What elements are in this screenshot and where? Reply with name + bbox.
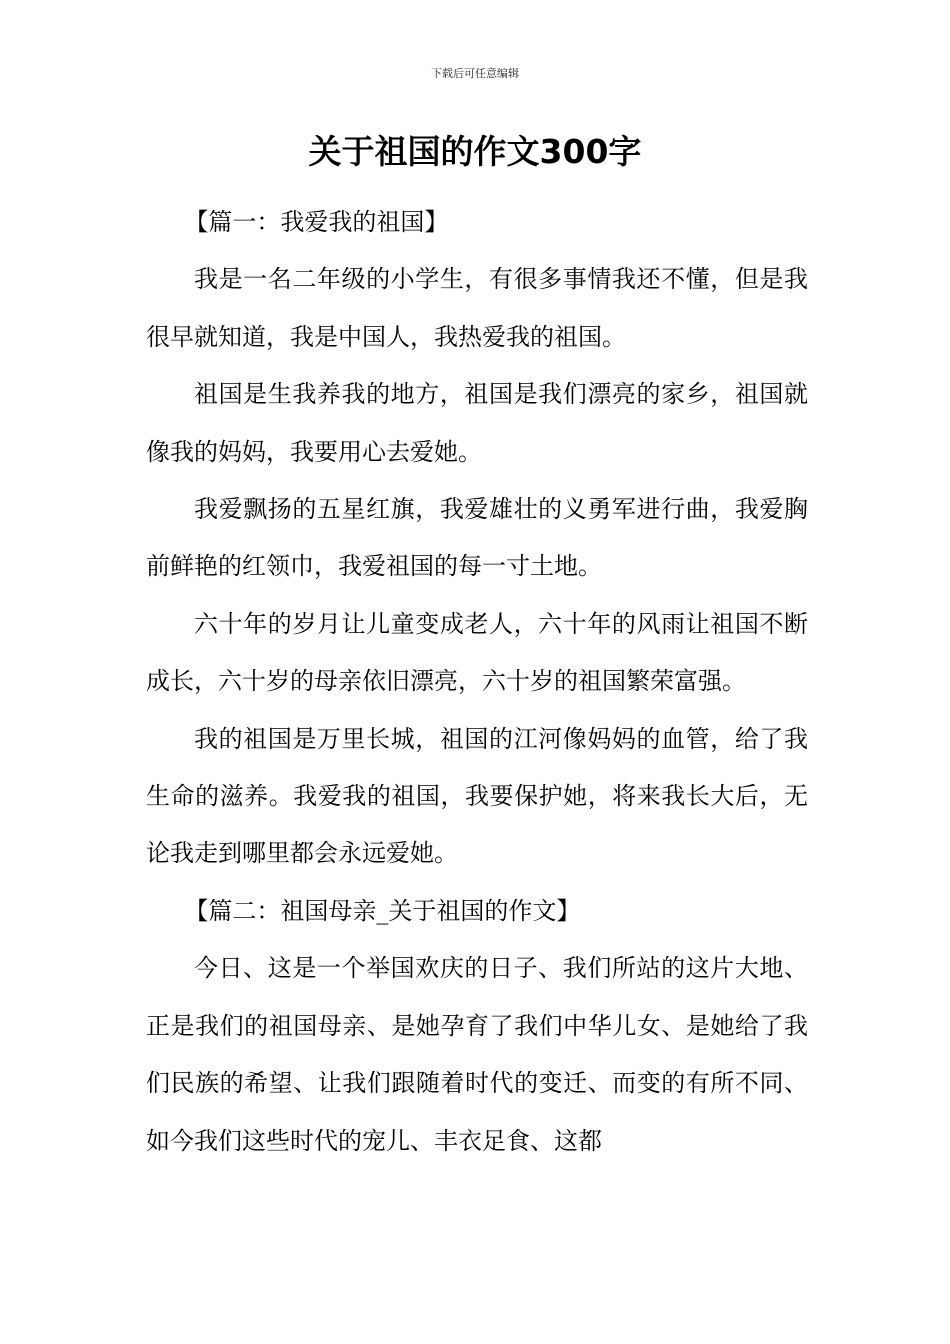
paragraph: 六十年的岁月让儿童变成老人，六十年的风雨让祖国不断成长，六十岁的母亲依旧漂亮，六十岁的祖国繁荣富强。 [146, 609, 808, 696]
paragraph: 我爱飘扬的五星红旗，我爱雄壮的义勇军进行曲，我爱胸前鲜艳的红领巾，我爱祖国的每一寸土地。 [146, 495, 808, 581]
document-body [146, 194, 808, 1170]
section-heading-2: 【篇二：祖国母亲_关于祖国的作文】 [184, 896, 581, 925]
paragraph: 我的祖国是万里长城，祖国的江河像妈妈的血管，给了我生命的滋养。我爱我的祖国，我要保护她，将来我长大后，无论我走到哪里都会永远爱她。 [146, 724, 808, 868]
paragraph: 我是一名二年级的小学生，有很多事情我还不懂，但是我很早就知道，我是中国人，我热爱我的祖国。 [146, 265, 808, 351]
paragraph: 今日、这是一个举国欢庆的日子、我们所站的这片大地、正是我们的祖国母亲、是她孕育了我们中华儿女、是她给了我们民族的希望、让我们跟随着时代的变迁、而变的有所不同、如今我们这些时代的宠儿、丰衣足食、这都 [146, 954, 808, 1155]
paragraph: 祖国是生我养我的地方，祖国是我们漂亮的家乡，祖国就像我的妈妈，我要用心去爱她。 [146, 380, 808, 466]
section-heading-1: 【篇一：我爱我的祖国】 [184, 208, 449, 236]
document-title: 关于祖国的作文300字 [308, 132, 642, 171]
header-note: 下载后可任意编辑 [431, 67, 519, 80]
